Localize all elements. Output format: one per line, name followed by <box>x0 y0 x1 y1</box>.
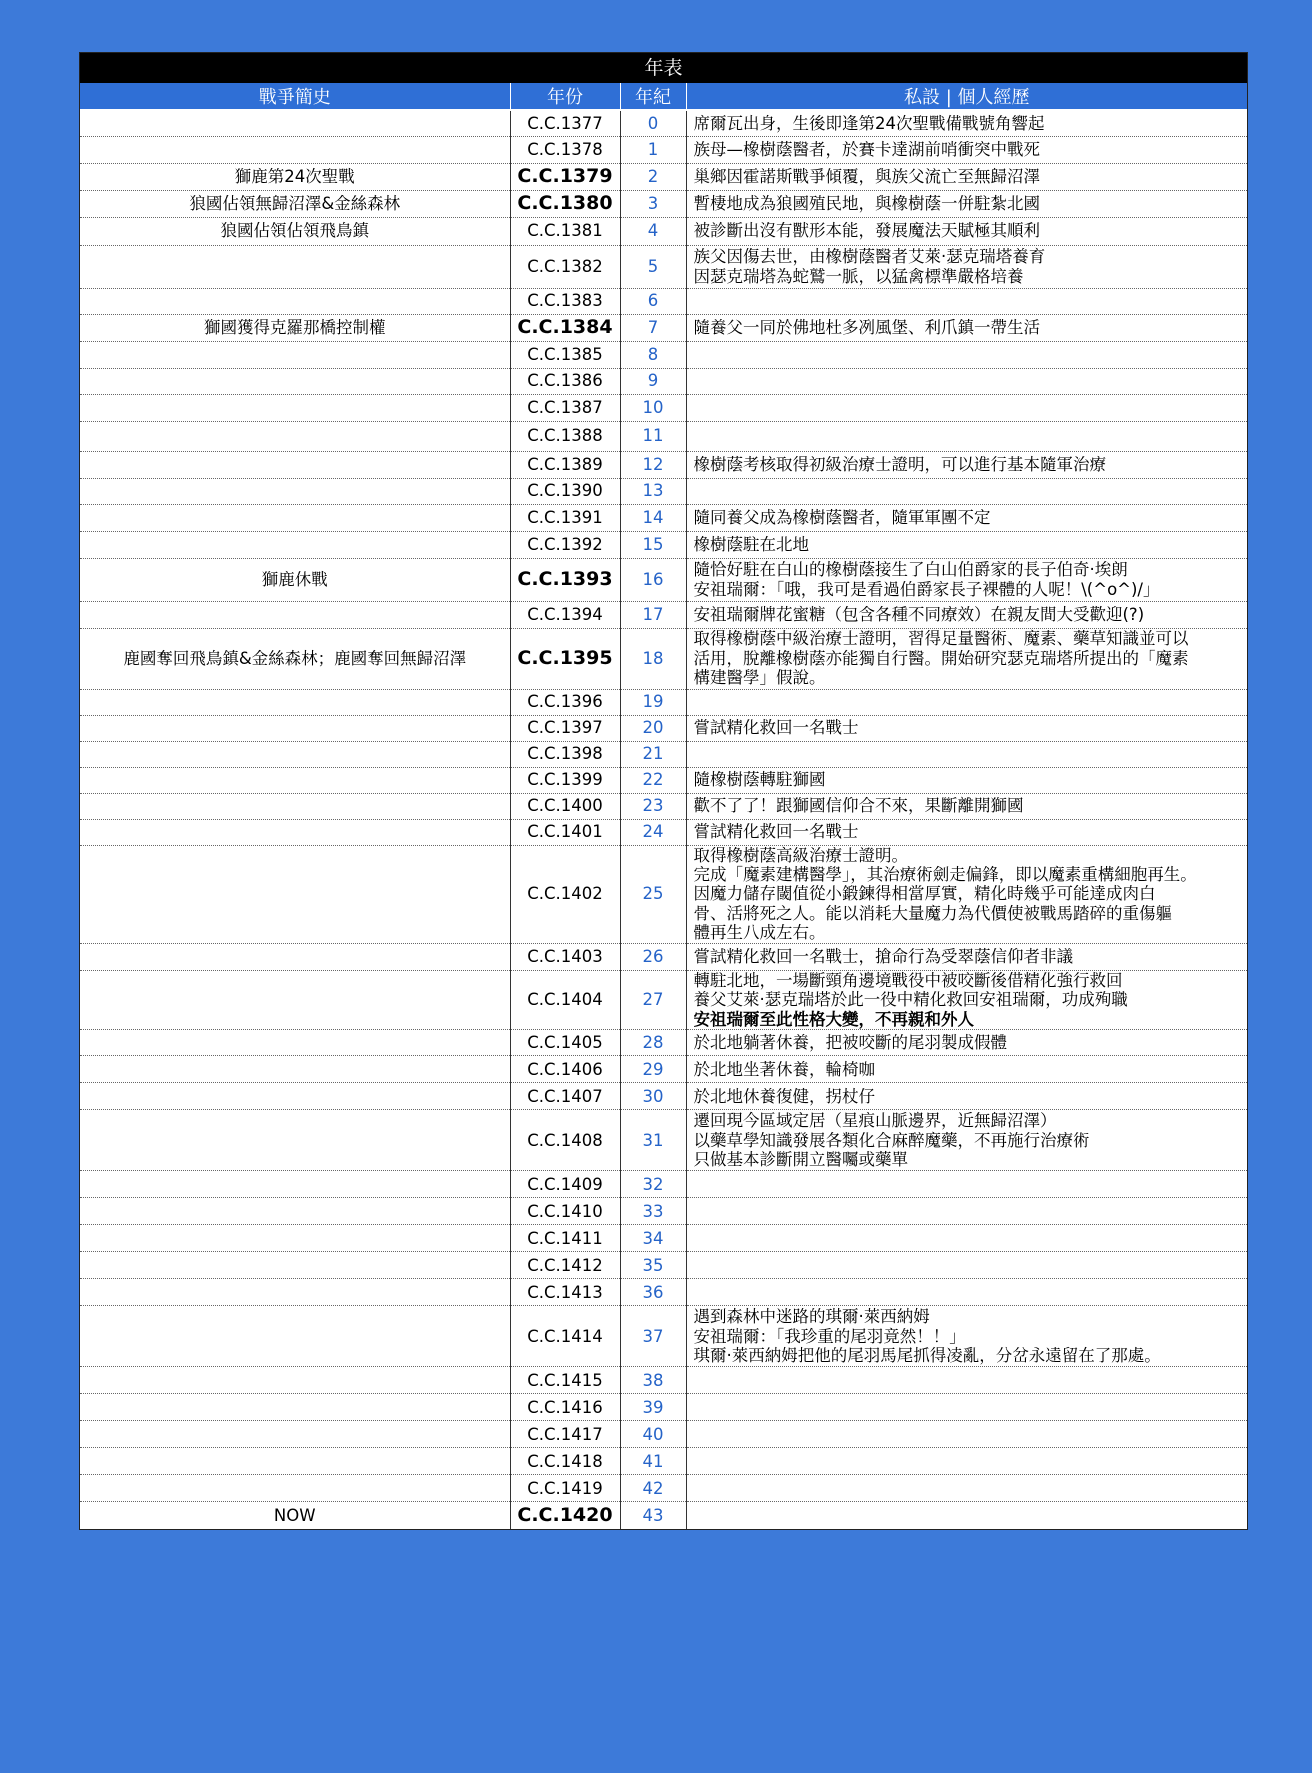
age-cell: 38 <box>620 1367 686 1394</box>
note-line: 取得橡樹蔭中級治療士證明，習得足量醫術、魔素、藥草知識並可以 <box>693 629 1189 649</box>
year-cell: C.C.1392 <box>510 531 620 558</box>
year-cell: C.C.1382 <box>510 245 620 288</box>
year-cell: C.C.1409 <box>510 1171 620 1198</box>
table-row <box>80 163 1247 190</box>
note-cell <box>686 504 1247 531</box>
year-cell: C.C.1412 <box>510 1252 620 1279</box>
note-line: 骨、活將死之人。能以消耗大量魔力為代價使被戰馬踏碎的重傷軀 <box>693 903 1172 923</box>
age-cell: 24 <box>620 819 686 845</box>
note-line: 完成「魔素建構醫學」，其治療術劍走偏鋒，即以魔素重構細胞再生。 <box>693 864 1197 884</box>
year-cell: C.C.1417 <box>510 1421 620 1448</box>
header-year: 年份 <box>510 83 620 110</box>
note-cell <box>686 1252 1247 1279</box>
note-cell <box>686 368 1247 394</box>
year-cell: C.C.1399 <box>510 767 620 793</box>
year-cell: C.C.1390 <box>510 478 620 504</box>
year-cell: C.C.1406 <box>510 1056 620 1083</box>
note-line: 歡不了了！跟獅國信仰合不來，果斷離開獅國 <box>693 796 1024 816</box>
war-cell <box>80 421 510 451</box>
year-cell: C.C.1379 <box>510 163 620 190</box>
war-cell <box>80 689 510 715</box>
war-cell <box>80 1030 510 1056</box>
note-cell <box>686 1448 1247 1475</box>
war-cell <box>80 136 510 163</box>
age-cell: 20 <box>620 715 686 741</box>
year-cell: C.C.1405 <box>510 1030 620 1056</box>
war-cell <box>80 1279 510 1306</box>
note-cell <box>686 1394 1247 1421</box>
note-line: 安祖瑞爾牌花蜜糖（包含各種不同療效）在親友間大受歡迎(?) <box>693 604 1145 624</box>
age-cell: 40 <box>620 1421 686 1448</box>
header-row <box>80 83 1247 110</box>
year-cell: C.C.1401 <box>510 819 620 845</box>
year-cell: C.C.1380 <box>510 190 620 217</box>
note-line: 以藥草學知識發展各類化合麻醉魔藥，不再施行治療術 <box>693 1130 1090 1150</box>
note-cell <box>686 819 1247 845</box>
age-cell: 16 <box>620 558 686 601</box>
note-cell <box>686 1421 1247 1448</box>
table-row <box>80 601 1247 628</box>
table-row <box>80 110 1247 136</box>
year-cell: C.C.1402 <box>510 845 620 943</box>
note-line: 養父艾萊·瑟克瑞塔於此一役中精化救回安祖瑞爾，功成殉職 <box>693 990 1128 1010</box>
note-cell <box>686 741 1247 767</box>
year-cell: C.C.1389 <box>510 451 620 478</box>
note-cell <box>686 793 1247 819</box>
year-cell: C.C.1381 <box>510 217 620 245</box>
note-cell <box>686 1502 1247 1529</box>
note-cell <box>686 163 1247 190</box>
table-row <box>80 741 1247 767</box>
table-row <box>80 1083 1247 1110</box>
age-cell: 15 <box>620 531 686 558</box>
age-cell: 29 <box>620 1056 686 1083</box>
note-cell <box>686 451 1247 478</box>
table-row <box>80 421 1247 451</box>
note-line: 被診斷出沒有獸形本能，發展魔法天賦極其順利 <box>693 221 1040 241</box>
year-cell: C.C.1377 <box>510 110 620 136</box>
note-cell <box>686 1110 1247 1171</box>
note-cell <box>686 1225 1247 1252</box>
year-cell: C.C.1383 <box>510 288 620 314</box>
war-cell <box>80 601 510 628</box>
year-cell: C.C.1410 <box>510 1198 620 1225</box>
war-cell: 獅鹿第24次聖戰 <box>80 163 510 190</box>
table-row <box>80 1475 1247 1502</box>
timeline-sheet <box>79 52 1248 1530</box>
table-row <box>80 136 1247 163</box>
war-cell: 鹿國奪回飛鳥鎮&金絲森林；鹿國奪回無歸沼澤 <box>80 628 510 689</box>
war-cell <box>80 1198 510 1225</box>
note-cell <box>686 245 1247 288</box>
war-cell <box>80 793 510 819</box>
table-row <box>80 715 1247 741</box>
age-cell: 8 <box>620 341 686 368</box>
table-row <box>80 368 1247 394</box>
age-cell: 26 <box>620 943 686 970</box>
war-cell <box>80 341 510 368</box>
age-cell: 7 <box>620 314 686 341</box>
note-line: 因魔力儲存閾值從小鍛鍊得相當厚實，精化時幾乎可能達成肉白 <box>693 884 1156 904</box>
note-line: 隨養父一同於佛地杜多冽風堡、利爪鎮一帶生活 <box>693 317 1040 337</box>
war-cell <box>80 1056 510 1083</box>
table-row <box>80 767 1247 793</box>
war-cell <box>80 1110 510 1171</box>
table-row <box>80 1252 1247 1279</box>
note-line: 遷回現今區域定居（星痕山脈邊界，近無歸沼澤） <box>693 1111 1057 1131</box>
table-row <box>80 1306 1247 1367</box>
year-cell: C.C.1407 <box>510 1083 620 1110</box>
war-cell <box>80 1225 510 1252</box>
note-cell <box>686 943 1247 970</box>
year-cell: C.C.1387 <box>510 394 620 421</box>
note-cell <box>686 628 1247 689</box>
war-cell <box>80 943 510 970</box>
note-cell <box>686 1171 1247 1198</box>
age-cell: 13 <box>620 478 686 504</box>
age-cell: 35 <box>620 1252 686 1279</box>
war-cell <box>80 1306 510 1367</box>
table-row <box>80 1394 1247 1421</box>
table-row <box>80 1448 1247 1475</box>
year-cell: C.C.1418 <box>510 1448 620 1475</box>
war-cell <box>80 531 510 558</box>
timeline-table <box>80 83 1247 1529</box>
year-cell: C.C.1398 <box>510 741 620 767</box>
header-note: 私設 | 個人經歷 <box>686 83 1247 110</box>
age-cell: 1 <box>620 136 686 163</box>
age-cell: 5 <box>620 245 686 288</box>
table-row <box>80 1030 1247 1056</box>
table-row <box>80 943 1247 970</box>
table-row <box>80 190 1247 217</box>
age-cell: 37 <box>620 1306 686 1367</box>
year-cell: C.C.1416 <box>510 1394 620 1421</box>
note-cell <box>686 715 1247 741</box>
war-cell: NOW <box>80 1502 510 1529</box>
age-cell: 4 <box>620 217 686 245</box>
note-line: 族母—橡樹蔭醫者，於賽卡達湖前哨衝突中戰死 <box>693 139 1040 159</box>
note-line: 只做基本診斷開立醫囑或藥單 <box>693 1149 908 1169</box>
note-line: 安祖瑞爾：「哦，我可是看過伯爵家長子裸體的人呢！\(^o^)/」 <box>693 579 1160 599</box>
table-row <box>80 314 1247 341</box>
age-cell: 17 <box>620 601 686 628</box>
table-row <box>80 394 1247 421</box>
year-cell: C.C.1415 <box>510 1367 620 1394</box>
war-cell <box>80 245 510 288</box>
year-cell: C.C.1420 <box>510 1502 620 1529</box>
year-cell: C.C.1404 <box>510 970 620 1029</box>
note-cell <box>686 1306 1247 1367</box>
year-cell: C.C.1388 <box>510 421 620 451</box>
age-cell: 21 <box>620 741 686 767</box>
age-cell: 27 <box>620 970 686 1029</box>
note-line: 活用，脫離橡樹蔭亦能獨自行醫。開始研究瑟克瑞塔所提出的「魔素 <box>693 648 1189 668</box>
war-cell <box>80 1171 510 1198</box>
note-line: 席爾瓦出身，生後即逢第24次聖戰備戰號角響起 <box>693 113 1045 133</box>
note-line: 於北地休養復健，拐杖仔 <box>693 1086 875 1106</box>
note-line: 巢鄉因霍諾斯戰爭傾覆，與族父流亡至無歸沼澤 <box>693 166 1040 186</box>
table-row <box>80 1171 1247 1198</box>
table-row <box>80 1056 1247 1083</box>
note-cell <box>686 110 1247 136</box>
war-cell <box>80 767 510 793</box>
age-cell: 11 <box>620 421 686 451</box>
year-cell: C.C.1411 <box>510 1225 620 1252</box>
war-cell <box>80 394 510 421</box>
note-cell <box>686 845 1247 943</box>
war-cell <box>80 1252 510 1279</box>
note-cell <box>686 531 1247 558</box>
note-line: 因瑟克瑞塔為蛇鷲一脈，以猛禽標準嚴格培養 <box>693 266 1024 286</box>
note-cell <box>686 970 1247 1029</box>
note-cell <box>686 314 1247 341</box>
war-cell <box>80 1083 510 1110</box>
age-cell: 10 <box>620 394 686 421</box>
note-line: 隨同養父成為橡樹蔭醫者，隨軍軍團不定 <box>693 507 991 527</box>
war-cell <box>80 1394 510 1421</box>
war-cell: 獅國獲得克羅那橋控制權 <box>80 314 510 341</box>
note-line: 琪爾·萊西納姆把他的尾羽馬尾抓得凌亂，分岔永遠留在了那處。 <box>693 1345 1161 1365</box>
note-cell <box>686 341 1247 368</box>
war-cell: 獅鹿休戰 <box>80 558 510 601</box>
note-cell <box>686 1198 1247 1225</box>
note-cell <box>686 478 1247 504</box>
war-cell: 狼國佔領佔領飛鳥鎮 <box>80 217 510 245</box>
note-line: 取得橡樹蔭高級治療士證明。 <box>693 845 908 865</box>
year-cell: C.C.1393 <box>510 558 620 601</box>
note-line: 嘗試精化救回一名戰士，搶命行為受翠蔭信仰者非議 <box>693 947 1073 967</box>
table-title: 年表 <box>80 53 1247 83</box>
war-cell <box>80 715 510 741</box>
note-cell <box>686 767 1247 793</box>
note-cell <box>686 1030 1247 1056</box>
note-cell <box>686 601 1247 628</box>
table-row <box>80 970 1247 1029</box>
table-row <box>80 1279 1247 1306</box>
note-cell <box>686 190 1247 217</box>
note-line: 遇到森林中迷路的琪爾·萊西納姆 <box>693 1307 930 1327</box>
age-cell: 36 <box>620 1279 686 1306</box>
year-cell: C.C.1414 <box>510 1306 620 1367</box>
war-cell <box>80 970 510 1029</box>
age-cell: 2 <box>620 163 686 190</box>
note-cell <box>686 1367 1247 1394</box>
year-cell: C.C.1419 <box>510 1475 620 1502</box>
age-cell: 9 <box>620 368 686 394</box>
age-cell: 34 <box>620 1225 686 1252</box>
age-cell: 42 <box>620 1475 686 1502</box>
note-cell <box>686 558 1247 601</box>
note-line: 轉駐北地，一場斷頸角邊境戰役中被咬斷後借精化強行救回 <box>693 970 1123 990</box>
age-cell: 18 <box>620 628 686 689</box>
year-cell: C.C.1386 <box>510 368 620 394</box>
note-cell <box>686 421 1247 451</box>
note-cell <box>686 217 1247 245</box>
table-row <box>80 1421 1247 1448</box>
year-cell: C.C.1396 <box>510 689 620 715</box>
note-cell <box>686 1475 1247 1502</box>
year-cell: C.C.1385 <box>510 341 620 368</box>
year-cell: C.C.1395 <box>510 628 620 689</box>
note-line: 構建醫學」假說。 <box>693 668 826 688</box>
note-cell <box>686 288 1247 314</box>
war-cell <box>80 368 510 394</box>
table-row <box>80 689 1247 715</box>
note-cell <box>686 1056 1247 1083</box>
year-cell: C.C.1391 <box>510 504 620 531</box>
age-cell: 19 <box>620 689 686 715</box>
table-row <box>80 1367 1247 1394</box>
table-row <box>80 628 1247 689</box>
note-cell <box>686 1279 1247 1306</box>
war-cell <box>80 1475 510 1502</box>
age-cell: 28 <box>620 1030 686 1056</box>
year-cell: C.C.1413 <box>510 1279 620 1306</box>
table-row <box>80 819 1247 845</box>
timeline-body <box>80 110 1247 1529</box>
war-cell <box>80 478 510 504</box>
note-line: 橡樹蔭考核取得初級治療士證明，可以進行基本隨軍治療 <box>693 454 1106 474</box>
year-cell: C.C.1384 <box>510 314 620 341</box>
note-line-emphasis: 安祖瑞爾至此性格大變，不再親和外人 <box>693 1009 974 1029</box>
note-cell <box>686 689 1247 715</box>
table-row <box>80 531 1247 558</box>
age-cell: 14 <box>620 504 686 531</box>
age-cell: 30 <box>620 1083 686 1110</box>
note-line: 隨橡樹蔭轉駐獅國 <box>693 770 826 790</box>
year-cell: C.C.1400 <box>510 793 620 819</box>
war-cell <box>80 741 510 767</box>
war-cell <box>80 1421 510 1448</box>
table-row <box>80 478 1247 504</box>
war-cell <box>80 288 510 314</box>
age-cell: 32 <box>620 1171 686 1198</box>
table-row <box>80 1502 1247 1529</box>
header-war: 戰爭簡史 <box>80 83 510 110</box>
table-row <box>80 793 1247 819</box>
age-cell: 39 <box>620 1394 686 1421</box>
note-line: 嘗試精化救回一名戰士 <box>693 718 859 738</box>
war-cell <box>80 451 510 478</box>
year-cell: C.C.1397 <box>510 715 620 741</box>
war-cell <box>80 110 510 136</box>
table-row <box>80 558 1247 601</box>
age-cell: 25 <box>620 845 686 943</box>
age-cell: 33 <box>620 1198 686 1225</box>
note-line: 於北地坐著休養，輪椅咖 <box>693 1059 875 1079</box>
year-cell: C.C.1394 <box>510 601 620 628</box>
year-cell: C.C.1403 <box>510 943 620 970</box>
note-line: 安祖瑞爾：「我珍重的尾羽竟然！！」 <box>693 1326 966 1346</box>
age-cell: 23 <box>620 793 686 819</box>
note-line: 體再生八成左右。 <box>693 923 826 943</box>
table-row <box>80 245 1247 288</box>
table-row <box>80 1110 1247 1171</box>
table-row <box>80 1225 1247 1252</box>
header-age: 年紀 <box>620 83 686 110</box>
note-line: 橡樹蔭駐在北地 <box>693 534 809 554</box>
table-row <box>80 217 1247 245</box>
table-row <box>80 451 1247 478</box>
age-cell: 31 <box>620 1110 686 1171</box>
war-cell <box>80 1367 510 1394</box>
age-cell: 6 <box>620 288 686 314</box>
age-cell: 3 <box>620 190 686 217</box>
war-cell <box>80 845 510 943</box>
war-cell <box>80 819 510 845</box>
age-cell: 0 <box>620 110 686 136</box>
note-line: 於北地躺著休養，把被咬斷的尾羽製成假體 <box>693 1033 1007 1053</box>
note-cell <box>686 1083 1247 1110</box>
table-row <box>80 845 1247 943</box>
note-line: 隨恰好駐在白山的橡樹蔭接生了白山伯爵家的長子伯奇·埃朗 <box>693 560 1128 580</box>
age-cell: 12 <box>620 451 686 478</box>
war-cell: 狼國佔領無歸沼澤&金絲森林 <box>80 190 510 217</box>
note-cell <box>686 136 1247 163</box>
table-row <box>80 1198 1247 1225</box>
age-cell: 43 <box>620 1502 686 1529</box>
war-cell <box>80 504 510 531</box>
year-cell: C.C.1408 <box>510 1110 620 1171</box>
war-cell <box>80 1448 510 1475</box>
age-cell: 22 <box>620 767 686 793</box>
year-cell: C.C.1378 <box>510 136 620 163</box>
note-line: 嘗試精化救回一名戰士 <box>693 822 859 842</box>
note-line: 族父因傷去世，由橡樹蔭醫者艾萊·瑟克瑞塔養育 <box>693 247 1046 267</box>
age-cell: 41 <box>620 1448 686 1475</box>
note-cell <box>686 394 1247 421</box>
table-row <box>80 288 1247 314</box>
table-row <box>80 504 1247 531</box>
table-row <box>80 341 1247 368</box>
note-line: 暫棲地成為狼國殖民地，與橡樹蔭一併駐紮北國 <box>693 193 1040 213</box>
